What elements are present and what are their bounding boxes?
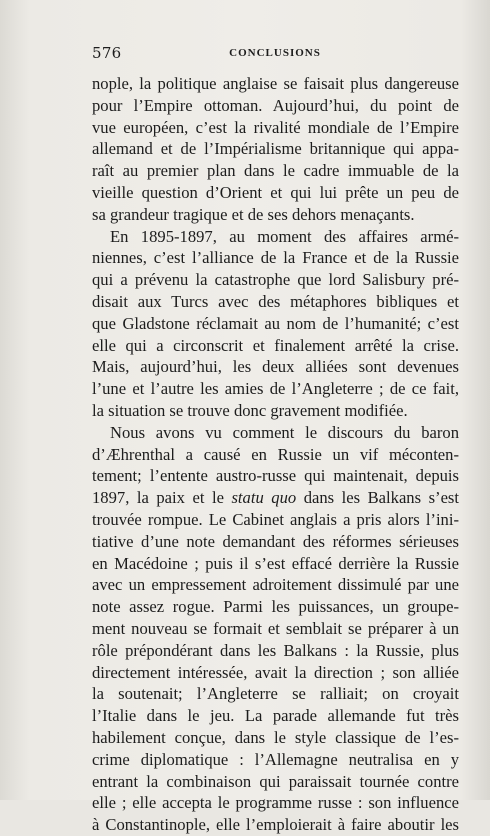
text-line: entrant la combinaison qui paraissait tournée contre [92,771,459,791]
page-number: 576 [92,44,122,62]
text-line: vieille question d’Orient et qui lui prête un peu de [92,182,459,202]
text-line: allemand et de l’Impérialisme britannique qui appa- [92,139,459,159]
text-line: en Macédoine ; puis il s’est effacé derrière la Russie [92,553,459,573]
text-line: vue européen, c’est la rivalité mondiale de l’Empire [92,117,459,137]
text-line: note assez rogue. Parmi les puissances, un groupe- [92,597,459,617]
text-line: ment nouveau se formait et semblait se préparer à un [92,618,459,638]
text-line: Mais, aujourd’hui, les deux alliées sont devenues [92,357,459,377]
text-line: la soutenait; l’Angleterre se ralliait; on croyait [92,684,459,704]
text-line: l’une et l’autre les amies de l’Angleterre ; de ce fait, [92,379,459,399]
text-fragment: dans les Balkans s’est [303,488,459,508]
text-line: sa grandeur tragique et de ses dehors menaçants. [92,204,415,224]
text-line: disait aux Turcs avec des métaphores bibliques et [92,291,459,311]
text-line: crime diplomatique : l’Allemagne neutralisa en y [92,749,459,769]
running-head: CONCLUSIONS [229,47,321,59]
text-line: habilement conçue, dans le style classique de l’es- [92,727,459,747]
text-line: l’Italie dans le jeu. La parade allemande fut très [92,706,459,726]
body-text [92,73,459,836]
text-line [92,487,459,509]
page-header [92,44,458,64]
text-line: elle qui a circonscrit et finalement arrêté la crise. [92,335,459,355]
text-line: que Gladstone réclamait au nom de l’humanité; c’est [92,313,459,333]
text-line: elle ; elle accepta le programme russe : son influence [92,793,459,813]
text-line: tiative d’une note demandant des réformes sérieuses [92,531,459,551]
text-line: directement intéressée, avait la direction ; son alliée [92,662,459,682]
text-line: à Constantinople, elle l’emploierait à faire aboutir les [92,815,459,835]
text-line: avec un empressement adroitement dissimulé par une [92,575,459,595]
text-line: nople, la politique anglaise se faisait plus dangereuse [92,74,459,93]
text-line: rôle prépondérant dans les Balkans : la Russie, plus [92,640,459,660]
text-line: Nous avons vu comment le discours du baron [110,422,459,442]
italic-phrase: statu quo [231,488,297,508]
text-line: tement; l’entente austro-russe qui maintenait, depuis [92,466,459,486]
text-line: qui a prévenu la catastrophe que lord Salisbury pré- [92,270,459,290]
text-line: En 1895-1897, au moment des affaires armé- [110,226,459,246]
text-line: pour l’Empire ottoman. Aujourd’hui, du point de [92,95,459,115]
text-fragment: 1897, la paix et le [92,488,224,508]
text-line: la situation se trouve donc gravement modifiée. [92,400,408,420]
text-line: trouvée rompue. Le Cabinet anglais a pris alors l’ini- [92,509,459,529]
text-line: raît au premier plan dans le cadre immuable de la [92,161,459,181]
text-line: d’Æhrenthal a causé en Russie un vif méconten- [92,444,459,464]
text-line: niennes, c’est l’alliance de la France et de la Russie [92,248,459,268]
